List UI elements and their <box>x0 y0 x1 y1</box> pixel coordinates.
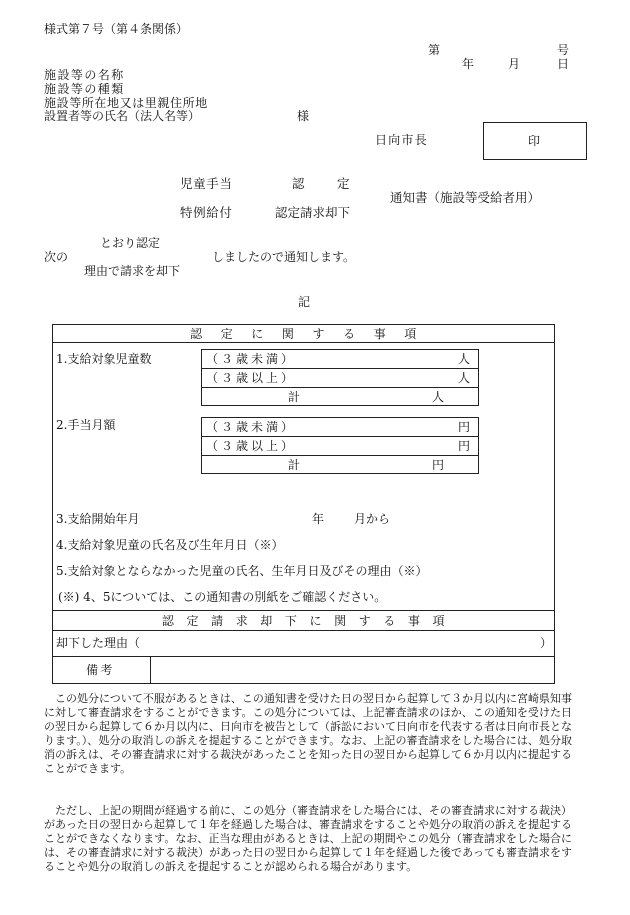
amount-unit: 円 <box>458 420 471 434</box>
date-day: 日 <box>557 57 570 71</box>
title-action-2: 認定請求却下 <box>275 205 351 220</box>
children-unit: 人 <box>458 352 471 366</box>
date-year: 年 <box>462 57 475 71</box>
divider <box>201 455 479 456</box>
divider <box>201 387 479 388</box>
title-allowance-2: 特例給付 <box>180 205 233 220</box>
reject-reason-label: 却下した理由（ <box>56 636 141 650</box>
amount-total-label: 計 <box>288 458 301 472</box>
divider <box>201 436 479 437</box>
intro-option-2: 理由で請求を却下 <box>84 264 181 278</box>
title-action-1: 認 定 <box>292 176 360 191</box>
item1-label: 1.支給対象児童数 <box>56 352 152 366</box>
facility-name-label: 施設等の名称 <box>44 68 125 82</box>
amount-unit: 円 <box>432 458 445 472</box>
ki-label: 記 <box>298 295 311 309</box>
amount-row-over3: （３歳以上） <box>206 439 297 453</box>
intro-option-1: とおり認定 <box>100 236 161 250</box>
facility-type-label: 施設等の種類 <box>44 82 125 96</box>
item2-label: 2.手当月額 <box>56 418 116 432</box>
item3-year: 年 <box>312 512 325 526</box>
reject-reason-close: ） <box>540 636 553 650</box>
divider <box>52 610 555 611</box>
seal-box <box>483 122 587 160</box>
children-unit: 人 <box>458 371 471 385</box>
item5-label: 5.支給対象とならなかった児童の氏名、生年月日及びその理由（※） <box>56 564 428 578</box>
form-number: 様式第７号（第４条関係） <box>44 22 189 36</box>
founder-name-label: 設置者等の氏名（法人名等） <box>44 109 201 123</box>
mayor-label: 日向市長 <box>375 133 428 147</box>
date-month: 月 <box>508 57 521 71</box>
remarks-label: 備考 <box>86 663 115 677</box>
amount-unit: 円 <box>458 439 471 453</box>
title-doc-name: 通知書（施設等受給者用） <box>390 190 541 205</box>
doc-number-suffix: 号 <box>557 43 570 57</box>
footer-paragraph-1: この処分について不服があるときは、この通知書を受けた日の翌日から起算して３か月以内に宮崎県知事に対して審査請求をすることができます。この処分については、上記審査請求のほか、この通知を受けた日の翌日から起算して６か月以内に、日向市を被告として（訴訟において日向市を代表する者は日向市長となります。）、処分の取消しの訴えを提起することができます。なお、上記の審査請求をした場合には、処分取消の訴えは、その審査請求に対する裁決があったことを知った日の翌日から起算して６か月以内に提起することができます。 <box>44 692 572 775</box>
facility-address-label: 施設等所在地又は里親住所地 <box>44 96 208 110</box>
item3-month: 月から <box>354 512 391 526</box>
children-unit: 人 <box>432 390 445 404</box>
title-allowance-1: 児童手当 <box>180 176 233 191</box>
item-note: (※) 4、5については、この通知書の別紙をご確認ください。 <box>58 590 387 604</box>
divider <box>201 368 479 369</box>
item3-label: 3.支給開始年月 <box>56 512 140 526</box>
children-total-label: 計 <box>288 390 301 404</box>
footer-paragraph-2: ただし、上記の期間が経過する前に、この処分（審査請求をした場合には、その審査請求に対する裁決）があった日の翌日から起算して１年を経過した場合は、審査請求をすることや処分の取消の訴えを提起することができなくなります。なお、正当な理由があるときは、上記の期間やこの処分（審査請求をした場合には、その審査請求に対する裁決）があった日の翌日から起算して１年を経過した後であっても審査請求をすることや処分の取消しの訴えを提起することが認められる場合があります。 <box>44 804 572 873</box>
doc-number-prefix: 第 <box>428 43 441 57</box>
section-approval-heading: 認定に関する事項 <box>190 327 435 341</box>
amount-row-under3: （３歳未満） <box>206 420 297 434</box>
divider <box>52 656 555 657</box>
intro-suffix: しましたので通知します。 <box>212 250 356 264</box>
children-row-under3: （３歳未満） <box>206 352 297 366</box>
section-reject-heading: 認定請求却下に関する事項 <box>161 614 458 628</box>
honorific: 様 <box>297 109 310 123</box>
intro-prefix: 次の <box>44 250 69 264</box>
divider <box>52 630 555 631</box>
item4-label: 4.支給対象児童の氏名及び生年月日（※） <box>56 538 284 552</box>
children-row-over3: （３歳以上） <box>206 371 297 385</box>
divider <box>52 342 555 343</box>
divider <box>150 656 151 684</box>
seal-label: 印 <box>528 134 541 148</box>
